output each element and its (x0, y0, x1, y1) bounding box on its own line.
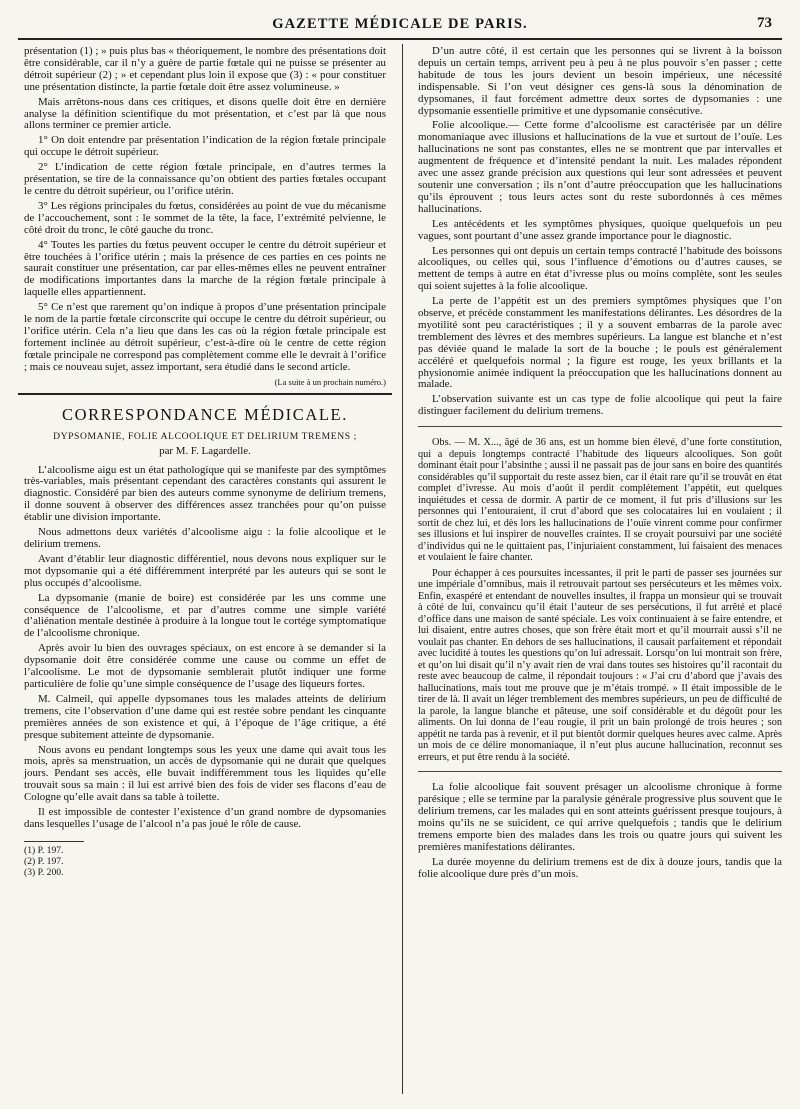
journal-title: GAZETTE MÉDICALE DE PARIS. (272, 16, 528, 32)
body-paragraph: L’alcoolisme aigu est un état pathologique qui se manifeste par des symptômes très-variables, mais présentant cependant des caractères constants qui assurent le diagnostic. Considéré par bien des auteurs comme synonyme de delirium tremens, il donne souvent à observer des différences assez tranchées pour qu’on puisse établir une division importante. (24, 463, 386, 524)
article-title: DYPSOMANIE, FOLIE ALCOOLIQUE ET DELIRIUM TREMENS ; (53, 430, 357, 442)
body-paragraph: L’observation suivante est un cas type de folie alcoolique qui peut la faire distinguer facilement du delirium tremens. (418, 393, 782, 418)
body-paragraph: 5° Ce n’est que rarement qu’on indique à propos d’une présentation principale le nom de la partie fœtale circonscrite qui occupe le centre du détroit supérieur, ou l’orifice utérin. Cela n’a lieu que dans les cas où la région fœtale principale est fortement inclinée au détroit supérieur, c’est-à-dire où le centre de cette région fœtale principale ne correspond pas complètement comme elle le devrait à l’orifice ; mais ce nouveau sujet, assez important, sera étudié dans le second article. (24, 301, 386, 373)
body-paragraph: 4° Toutes les parties du fœtus peuvent occuper le centre du détroit supérieur et être touchées à l’orifice utérin ; mais la présence de ces parties en ces points ne saurait constituer une présentation, car par elles-mêmes elles ne peuvent entraîner de modifications importantes dans la marche de la région fœtale principale à laquelle elles appartiennent. (24, 238, 386, 299)
body-paragraph: Nous avons eu pendant longtemps sous les yeux une dame qui avait tous les mois, après sa menstruation, un accès de dypsomanie qui ne durait que quelques jours. Pendant ses accès, elle buvait indifféremment tous les liquides qu’elle trouvait sous sa main : il lui est arrivé bien des fois de vider ses flacons d’eau de Cologne qu’elle avait dans sa table à toilette. (24, 743, 386, 804)
right-column (418, 46, 782, 883)
body-paragraph: Il est impossible de contester l’existence d’un grand nombre de dypsomanies dans lesquelles l’usage de l’alcool n’a pas joué le rôle de cause. (24, 806, 386, 830)
body-paragraph: 2° L’indication de cette région fœtale principale, en d’autres termes la présentation, se tire de la connaissance qu’on obtient des parties fœtales occupant le centre du détroit supérieur, ou l’orifice utérin. (24, 161, 386, 197)
footnote: (2) P. 197. (24, 855, 64, 867)
body-paragraph: La dypsomanie (manie de boire) est considérée par les uns comme une conséquence de l’alcoolisme, et par d’autres comme une simple variété d’aliénation mentale destinée à produire à la longue tout le cortége symptomatique de l’alcoolisme chronique. (24, 591, 386, 640)
body-paragraph: D’un autre côté, il est certain que les personnes qui se livrent à la boisson depuis un certain temps, arrivent peu à peu à ne plus pouvoir s’en passer ; cette habitude de tous les jours devient un besoin impérieux, une nécessité indispensable. Si l’on veut désigner ces gens-là sous la dénomination de dypsomanes, il faut forcément admettre deux sortes de dypsomanies : une dypsomanie essentielle primitive et une dypsomanie consécutive. (418, 45, 782, 117)
observation-rule-bottom (418, 771, 782, 772)
body-paragraph: La perte de l’appétit est un des premiers symptômes physiques que l’on observe, et précède constamment les manifestations délirantes. Les désordres de la myotilité sont peu caractéristiques ; il y a souvent embarras de la parole avec tremblement des lèvres et des membres supérieurs. La langue est blanche et n’est pas déviée quand le malade la sort de la bouche ; le pouls est généralement accéléré et quelquefois normal ; la figure est rouge, les yeux brillants et la physionomie animée indiquent la préoccupation que les hallucinations donnent au malade. (418, 295, 782, 391)
body-paragraph: La durée moyenne du delirium tremens est de dix à douze jours, tandis que la folie alcoolique dure près d’un mois. (418, 855, 782, 880)
page-header (18, 14, 782, 40)
body-paragraph: Folie alcoolique.— Cette forme d’alcoolisme est caractérisée par un délire monomaniaque avec illusions et hallucinations de la vue et surtout de l’ouïe. Les hallucinations ne sont pas constantes, elles ne se montrent que par intervalles et augmentent de fréquence et d’intensité pendant la nuit. Les malades répondent avec une assez grande précision aux questions qui leur sont adressées et peuvent soutenir une conversation ; ils n’ont d’autre préoccupation que les hallucinations qu’ils éprouvent ; tous leurs actes sont du reste subordonnés à ces mêmes hallucinations. (418, 119, 782, 215)
body-paragraph: Nous admettons deux variétés d’alcoolisme aigu : la folie alcoolique et le delirium tremens. (24, 526, 386, 550)
article-byline: par M. F. Lagardelle. (159, 444, 251, 457)
section-title: CORRESPONDANCE MÉDICALE. (62, 404, 348, 424)
footnote: (3) P. 200. (24, 866, 64, 878)
body-paragraph: M. Calmeil, qui appelle dypsomanes tous les malades atteints de delirium tremens, cite l’observation d’une dame qui est restée sobre pendant les cinquante premières années de son existence et qui, à l’époque de l’âge critique, a été presque subitement atteinte de dypsomanie. (24, 692, 386, 741)
page-number: 73 (757, 15, 772, 31)
body-paragraph: Mais arrêtons-nous dans ces critiques, et disons quelle doit être en dernière analyse la définition scientifique du mot présentation, et c’est par là que nous allons terminer ce premier article. (24, 95, 386, 132)
observation-rule-top (418, 426, 782, 427)
body-paragraph: La folie alcoolique fait souvent présager un alcoolisme chronique à forme parésique ; elle se termine par la paralysie générale progressive plus souvent que le delirium tremens, car les malades qui en sont atteints guérissent presque toujours, à moins qu’ils ne se suicident, ce qui arrive quelquefois ; tandis que le delirium tremens emporte bien des malades dans les trois ou quatre jours qui suivent les premières manifestations délirantes. (418, 781, 782, 853)
left-column (24, 46, 386, 878)
section-rule (18, 393, 392, 395)
body-paragraph: présentation (1) ; » puis plus bas « théoriquement, le nombre des présentations doit être considérable, car il n’y a guère de partie fœtale qui ne puisse se présenter au détroit supérieur (2) ; » et cependant plus loin il expose que (3) : « pour constituer une présentation distincte, la partie fœtale doit être assez volumineuse. » (24, 45, 386, 93)
body-paragraph: Avant d’établir leur diagnostic différentiel, nous devons nous expliquer sur le mot dypsomanie qui a été différemment interprété par les auteurs qui se sont le plus occupés d’alcoolisme. (24, 552, 386, 589)
observation-paragraph: Obs. — M. X..., âgé de 36 ans, est un homme bien élevé, d’une forte constitution, qui a depuis longtemps contracté l’habitude des liqueurs alcooliques. Son goût dominant était pour l’absinthe ; aussi il ne passait pas de jour sans en boire des quantités considérables qu’il supportait du reste assez bien, car il était rare qu’il se trouvât en état complet d’ivresse. Au mois d’août il perdit complétement l’appétit, eut quelques inquiétudes et cessa de dormir. A partir de ce moment, il fut pris d’illusions sur les personnes qui l’entouraient, il crut d’abord que ses colocataires lui en voulaient ; il sortit de chez lui, et dès lors les hallucinations de l’ouïe vinrent comme pour confirmer ses illusions et lui inspirer de nouvelles craintes. Il se croyait poursuivi par une société d’individus qui ne le quittaient pas, l’injuriaient constamment, lui faisaient des menaces et voulaient le faire chanter. (418, 437, 782, 564)
observation-paragraph: Pour échapper à ces poursuites incessantes, il prit le parti de passer ses journées sur une impériale d’omnibus, mais il retrouvait partout ses persécuteurs et les mêmes voix. Enfin, exaspéré et entendant de nouvelles insultes, il frappa un monsieur qui se trouvait à côté de lui, convaincu qu’il était l’auteur de ses persécutions, il fut arrêté et placé d’office dans une maison de santé spéciale. Les voix continuaient à se faire entendre, et lui disaient, entre autres choses, que son frère était mort et qu’il mourrait aussi s’il ne voulait pas chanter. En dehors de ses hallucinations, il causait parfaitement et répondait avec lucidité à toutes les questions qu’on lui adressait. Lorsqu’on lui montrait son frère, et qu’on lui disait qu’il n’y avait rien de vrai dans toutes ses histoires qu’il racontait du reste avec beaucoup de calme, il répondait toujours : « J’ai cru d’abord que j’avais des hallucinations, mais tout me prouve que je m’étais trompé. » Il était impossible de le tirer de là. Il avait un léger tremblement des membres supérieurs, un peu de difficulté de la parole, la langue blanche et pâteuse, une soif considérable et du dégoût pour les aliments. On lui donna de l’eau rougie, il prit un bain prolongé de trois heures ; son appétit ne tarda pas à revenir, et il put bientôt dormir quelques heures avec calme. Après un mois de ce délire monomaniaque, il n’eut plus aucune hallucination, reconnut ses erreurs, et put être rendu à la société. (418, 567, 782, 763)
body-paragraph: 1° On doit entendre par présentation l’indication de la région fœtale principale qui occupe le détroit supérieur. (24, 134, 386, 159)
continuation-note: (La suite à un prochain numéro.) (274, 376, 386, 387)
footnote-rule (24, 841, 84, 842)
footnote: (1) P. 197. (24, 844, 64, 856)
body-paragraph: Après avoir lu bien des ouvrages spéciaux, on est encore à se demander si la dypsomanie doit être considérée comme une cause ou comme un effet de l’alcoolisme. Le mot de dypsomanie semblerait plutôt indiquer une forme particulière de folie qu’une simple conséquence de l’usage des liqueurs fortes. (24, 642, 386, 690)
column-divider (402, 44, 403, 1094)
body-paragraph: Les personnes qui ont depuis un certain temps contracté l’habitude des boissons alcooliques, ou celles qui, sous l’influence d’émotions ou d’autres causes, se mettent de temps à autre en état d’ivresse plus ou moins complète, sont les seules qui soient sujettes à la folie alcoolique. (418, 244, 782, 293)
body-paragraph: 3° Les régions principales du fœtus, considérées au point de vue du mécanisme de l’accouchement, sont : le sommet de la tête, la face, l’extrémité pelvienne, le côté droit du tronc, le côté gauche du tronc. (24, 199, 386, 236)
body-paragraph: Les antécédents et les symptômes physiques, quoique quelquefois un peu vagues, sont pourtant d’une assez grande importance pour le diagnostic. (418, 217, 782, 242)
